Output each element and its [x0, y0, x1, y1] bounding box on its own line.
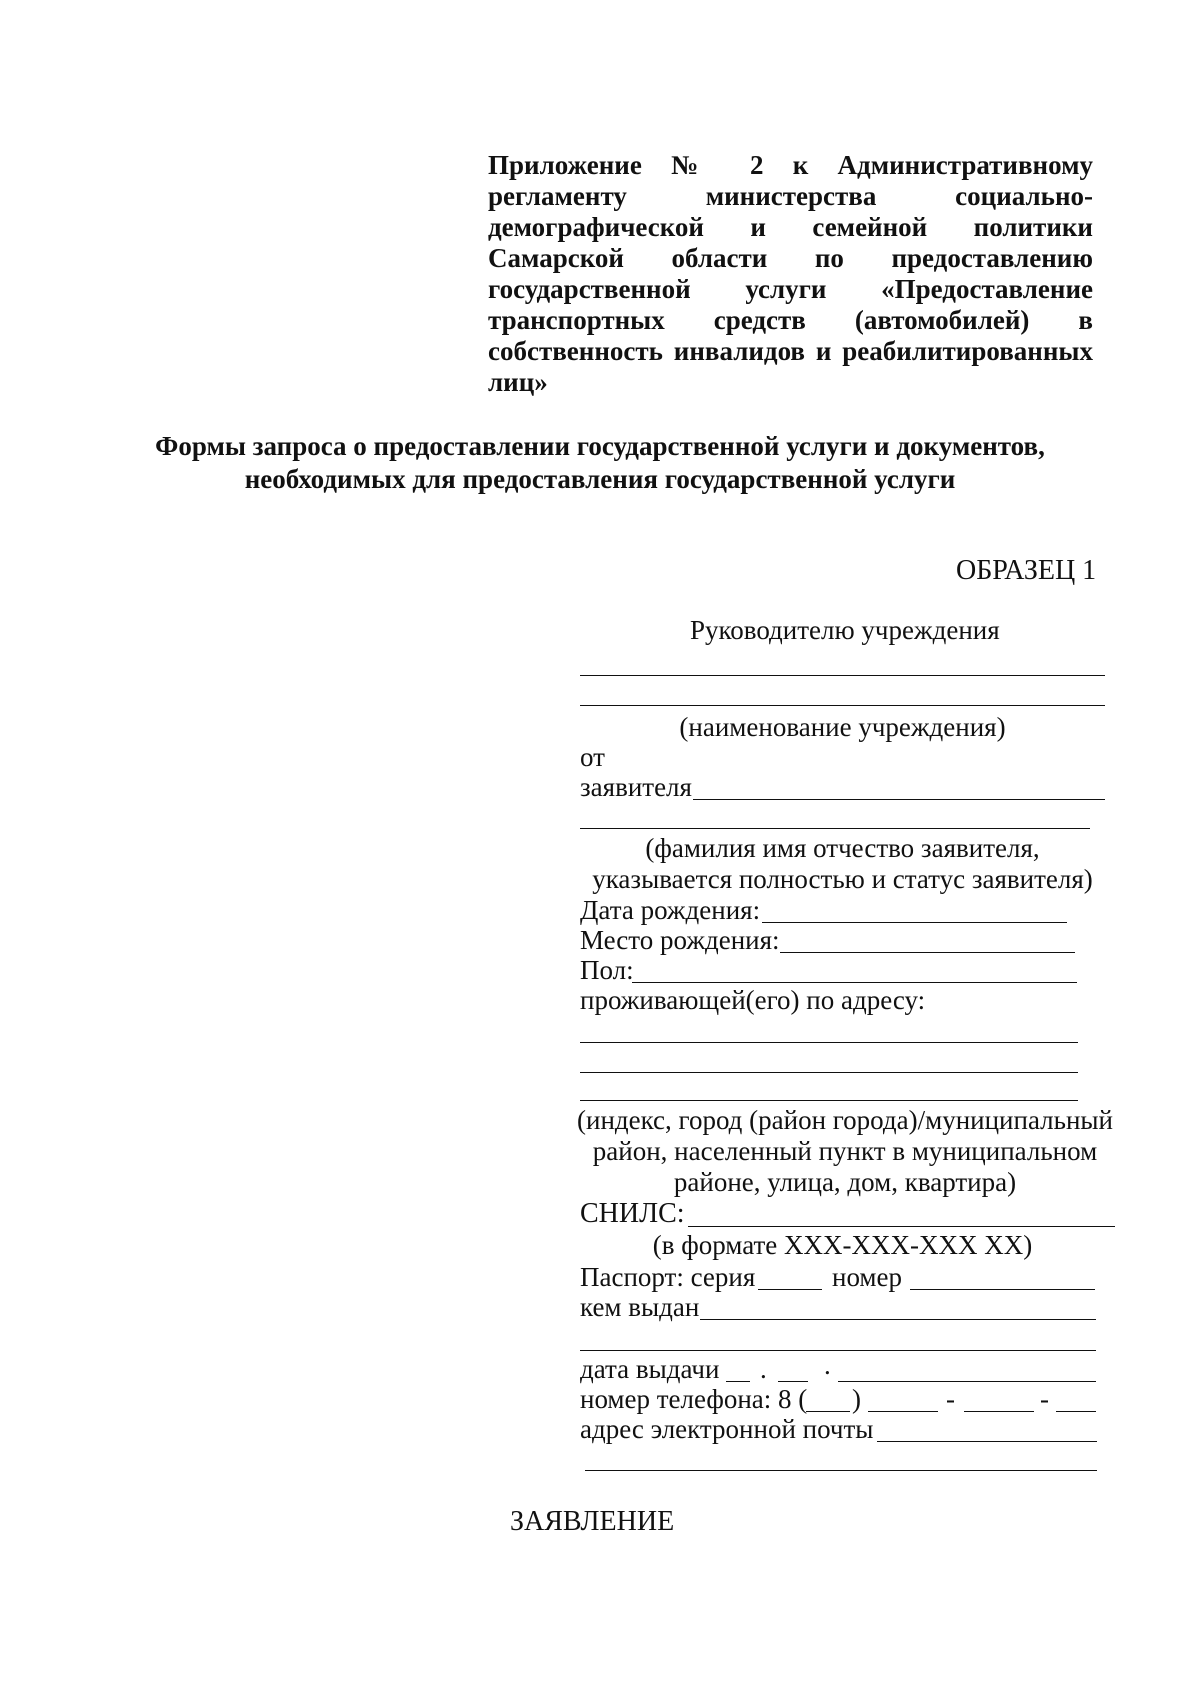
- birth-place-line: [780, 952, 1075, 953]
- appendix-line: транспортных средств (автомобилей) в: [488, 305, 1093, 335]
- passport-series-line: [758, 1289, 822, 1290]
- appendix-line: государственной услуги «Предоставление: [488, 274, 1093, 304]
- appendix-line: лиц»: [488, 367, 548, 397]
- snils-line: [688, 1226, 1115, 1227]
- phone-dash-2: -: [1040, 1384, 1049, 1414]
- issue-date-sep-2: .: [824, 1350, 831, 1380]
- sex-label: Пол:: [580, 955, 634, 985]
- email-line: [877, 1441, 1097, 1442]
- institution-line-2: [580, 705, 1105, 706]
- document-title: [80, 430, 1120, 496]
- residing-label: проживающей(его) по адресу:: [580, 985, 926, 1015]
- issued-by-line: [700, 1319, 1096, 1320]
- title-line-1: Формы запроса о предоставлении государственной услуги и документов,: [155, 431, 1045, 461]
- address-line-1: [580, 1042, 1078, 1043]
- email-label: адрес электронной почты: [580, 1414, 874, 1444]
- title-line-2: необходимых для предоставления государственной услуги: [244, 464, 956, 494]
- applicant-label: заявителя: [580, 772, 692, 802]
- phone-code-line: [806, 1411, 850, 1412]
- phone-part-3-line: [1056, 1411, 1096, 1412]
- passport-number-label: номер: [832, 1262, 903, 1292]
- address-line-3: [580, 1100, 1078, 1101]
- snils-caption: (в формате XXX-XXX-XXX XX): [652, 1230, 1033, 1260]
- issue-date-label: дата выдачи: [580, 1354, 720, 1384]
- birth-place-label: Место рождения:: [580, 925, 780, 955]
- issue-month-line: [778, 1381, 808, 1382]
- appendix-line: регламенту министерства социально-: [488, 181, 1093, 211]
- appendix-line: собственность инвалидов и реабилитированных: [488, 336, 1093, 366]
- addressee-label: Руководителю учреждения: [690, 615, 1000, 645]
- phone-part-2-line: [964, 1411, 1034, 1412]
- phone-label: номер телефона: 8 (: [580, 1384, 808, 1414]
- issue-date-sep: .: [760, 1354, 767, 1384]
- applicant-name-line: [693, 799, 1105, 800]
- issue-day-line: [726, 1381, 750, 1382]
- appendix-note: [488, 150, 1093, 398]
- appendix-line: Самарской области по предоставлению: [488, 243, 1093, 273]
- issued-by-line-2: [580, 1350, 1096, 1351]
- address-caption-2: район, населенный пункт в муниципальном: [592, 1136, 1098, 1166]
- appendix-line: демографической и семейной политики: [488, 212, 1093, 242]
- phone-close-paren: ): [852, 1384, 861, 1414]
- fio-caption-1: (фамилия имя отчество заявителя,: [645, 833, 1040, 863]
- phone-part-1-line: [868, 1411, 938, 1412]
- phone-dash-1: -: [946, 1384, 955, 1414]
- address-line-2: [580, 1072, 1078, 1073]
- institution-caption: (наименование учреждения): [679, 712, 1006, 742]
- birth-date-line: [762, 922, 1067, 923]
- passport-number-line: [910, 1289, 1095, 1290]
- institution-line-1: [580, 675, 1105, 676]
- fio-caption-2: указывается полностью и статус заявителя): [592, 864, 1093, 894]
- sex-line: [632, 982, 1077, 983]
- address-caption-1: (индекс, город (район города)/муниципальный: [577, 1105, 1113, 1135]
- sample-label: ОБРАЗЕЦ 1: [956, 555, 1097, 586]
- issue-year-line: [838, 1381, 1096, 1382]
- applicant-name-line-2: [580, 828, 1090, 829]
- snils-label: СНИЛС:: [580, 1198, 685, 1229]
- issued-by-label: кем выдан: [580, 1292, 700, 1322]
- statement-heading: ЗАЯВЛЕНИЕ: [510, 1506, 675, 1537]
- email-line-2: [585, 1470, 1097, 1471]
- birth-date-label: Дата рождения:: [580, 895, 761, 925]
- address-caption-3: районе, улица, дом, квартира): [673, 1167, 1017, 1197]
- passport-series-label: Паспорт: серия: [580, 1262, 756, 1292]
- appendix-line: Приложение № 2 к Административному: [488, 150, 1093, 180]
- from-label: от: [580, 742, 605, 772]
